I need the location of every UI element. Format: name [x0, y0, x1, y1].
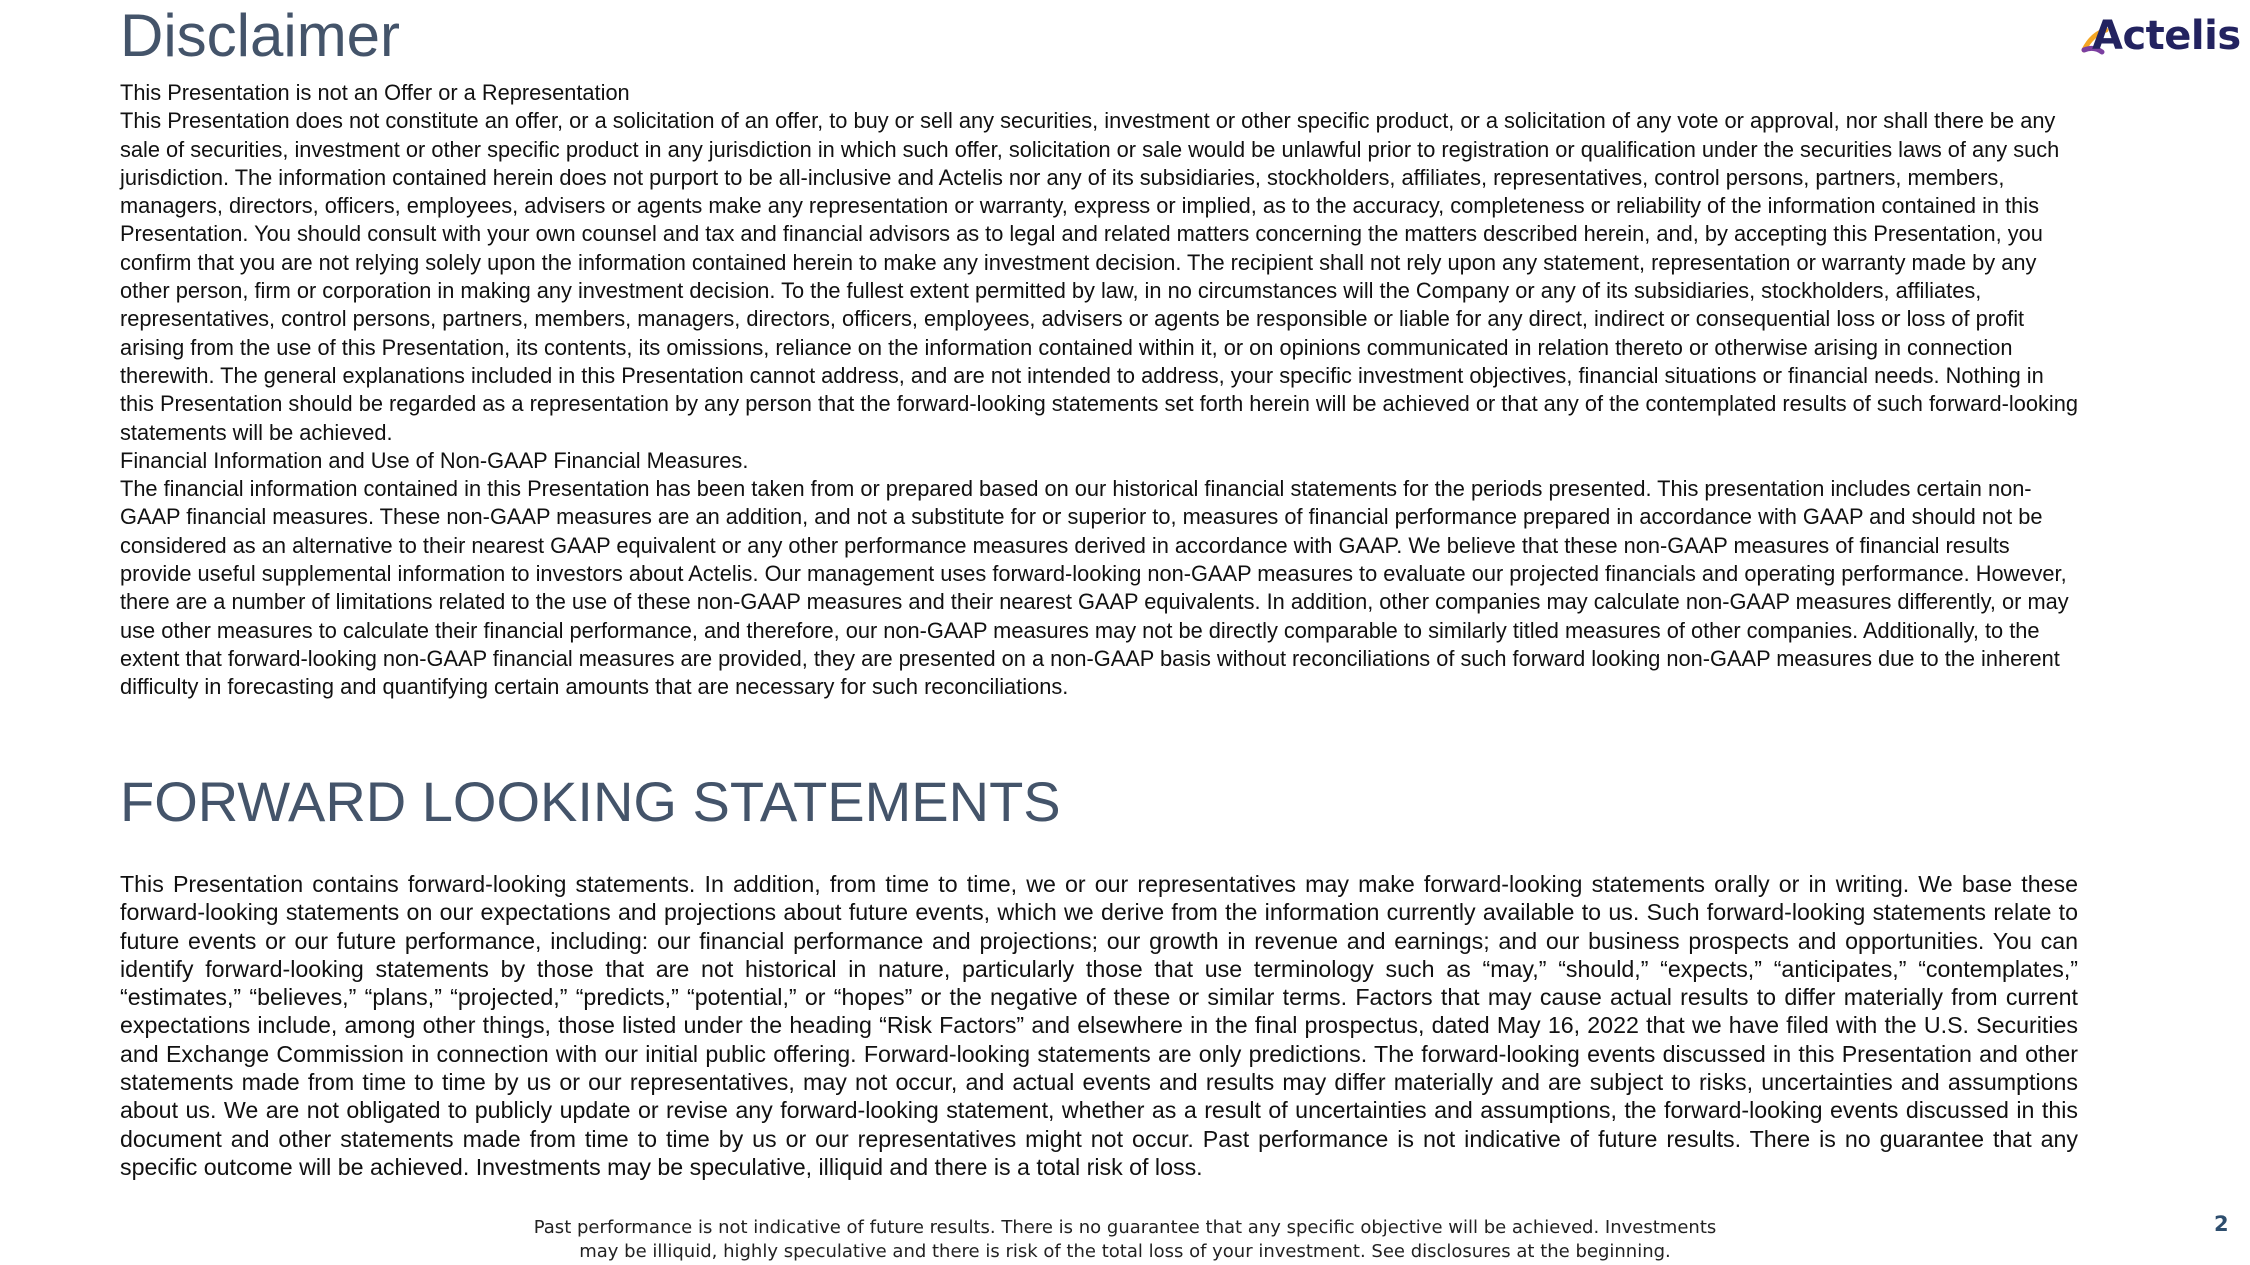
disclaimer-body	[120, 79, 2080, 702]
gaap-heading: Financial Information and Use of Non-GAAP Financial Measures.	[120, 447, 749, 473]
footer-note	[420, 1216, 1830, 1264]
footer-note-line2: may be illiquid, highly speculative and there is risk of the total loss of your investment. See disclosures at the beginning.	[579, 1241, 1671, 1262]
forward-looking-heading: FORWARD LOOKING STATEMENTS	[120, 770, 1061, 833]
page-number: 2	[2214, 1212, 2229, 1236]
forward-looking-text: This Presentation contains forward-looking statements. In addition, from time to time, we or our representatives may make forward-looking statements orally or in writing. We base these forward-looking statements on our expectations and projections about future events, which we derive from the information currently available to us. Such forward-looking statements relate to future events or our future performance, including: our financial performance and projections; our growth in revenue and earnings; and our business prospects and opportunities. You can identify forward-looking statements by those that are not historical in nature, particularly those that use terminology such as “may,” “should,” “expects,” “anticipates,” “contemplates,” “estimates,” “believes,” “plans,” “projected,” “predicts,” “potential,” or “hopes” or the negative of these or similar terms. Factors that may cause actual results to differ materially from current expectations include, among other things, those listed under the heading “Risk Factors” and elsewhere in the final prospectus, dated May 16, 2022 that we have filed with the U.S. Securities and Exchange Commission in connection with our initial public offering. Forward-looking statements are only predictions. The forward-looking events discussed in this Presentation and other statements made from time to time by us or our representatives, may not occur, and actual events and results may differ materially and are subject to risks, uncertainties and assumptions about us. We are not obligated to publicly update or revise any forward-looking statement, whether as a result of uncertainties and assumptions, the forward-looking events discussed in this document and other statements made from time to time by us or our representatives might not occur. Past performance is not indicative of future results. There is no guarantee that any specific outcome will be achieved. Investments may be speculative, illiquid and there is a total risk of loss.	[120, 871, 2078, 1180]
gaap-text: The financial information contained in this Presentation has been taken from or prepared based on our historical financial statements for the periods presented. This presentation includes certain non-GAAP financial measures. These non-GAAP measures are an addition, and not a substitute for or superior to, measures of financial performance prepared in accordance with GAAP and should not be considered as an alternative to their nearest GAAP equivalent or any other performance measures derived in accordance with GAAP. We believe that these non-GAAP measures of financial results provide useful supplemental information to investors about Actelis. Our management uses forward-looking non-GAAP measures to evaluate our projected financials and operating performance. However, there are a number of limitations related to the use of these non-GAAP measures and their nearest GAAP equivalents. In addition, other companies may calculate non-GAAP measures differently, or may use other measures to calculate their financial performance, and therefore, our non-GAAP measures may not be directly comparable to similarly titled measures of other companies. Additionally, to the extent that forward-looking non-GAAP financial measures are provided, they are presented on a non-GAAP basis without reconciliations of such forward looking non-GAAP measures due to the inherent difficulty in forecasting and quantifying certain amounts that are necessary for such reconciliations.	[120, 476, 2069, 700]
offer-heading: This Presentation is not an Offer or a Representation	[120, 80, 630, 105]
logo-wordmark: Actelis	[2092, 13, 2241, 59]
offer-text: This Presentation does not constitute an offer, or a solicitation of an offer, to buy or sell any securities, investment or other specific product, or a solicitation of any vote or approval, nor shall there be any sale of securities, investment or other specific product in any jurisdiction in which such offer, solicitation or sale would be unlawful prior to registration or qualification under the securities laws of any such jurisdiction. The information contained herein does not purport to be all-inclusive and Actelis nor any of its subsidiaries, stockholders, affiliates, representatives, control persons, partners, members, managers, directors, officers, employees, advisers or agents make any representation or warranty, express or implied, as to the accuracy, completeness or reliability of the information contained in this Presentation. You should consult with your own counsel and tax and financial advisors as to legal and related matters concerning the matters described herein, and, by accepting this Presentation, you confirm that you are not relying solely upon the information contained herein to make any investment decision. The recipient shall not rely upon any statement, representation or warranty made by any other person, firm or corporation in making any investment decision. To the fullest extent permitted by law, in no circumstances will the Company or any of its subsidiaries, stockholders, affiliates, representatives, control persons, partners, members, managers, directors, officers, employees, advisers or agents be responsible or liable for any direct, indirect or consequential loss or loss of profit arising from the use of this Presentation, its contents, its omissions, reliance on the information contained within it, or on opinions communicated in relation thereto or otherwise arising in connection therewith. The general explanations included in this Presentation cannot address, and are not intended to address, your specific investment objectives, financial situations or financial needs. Nothing in this Presentation should be regarded as a representation by any person that the forward-looking statements set forth herein will be achieved or that any of the contemplated results of such forward-looking statements will be achieved.	[120, 108, 2078, 445]
page-title: Disclaimer	[120, 2, 401, 69]
footer-note-line1: Past performance is not indicative of future results. There is no guarantee that any specific objective will be achieved. Investments	[533, 1217, 1717, 1238]
